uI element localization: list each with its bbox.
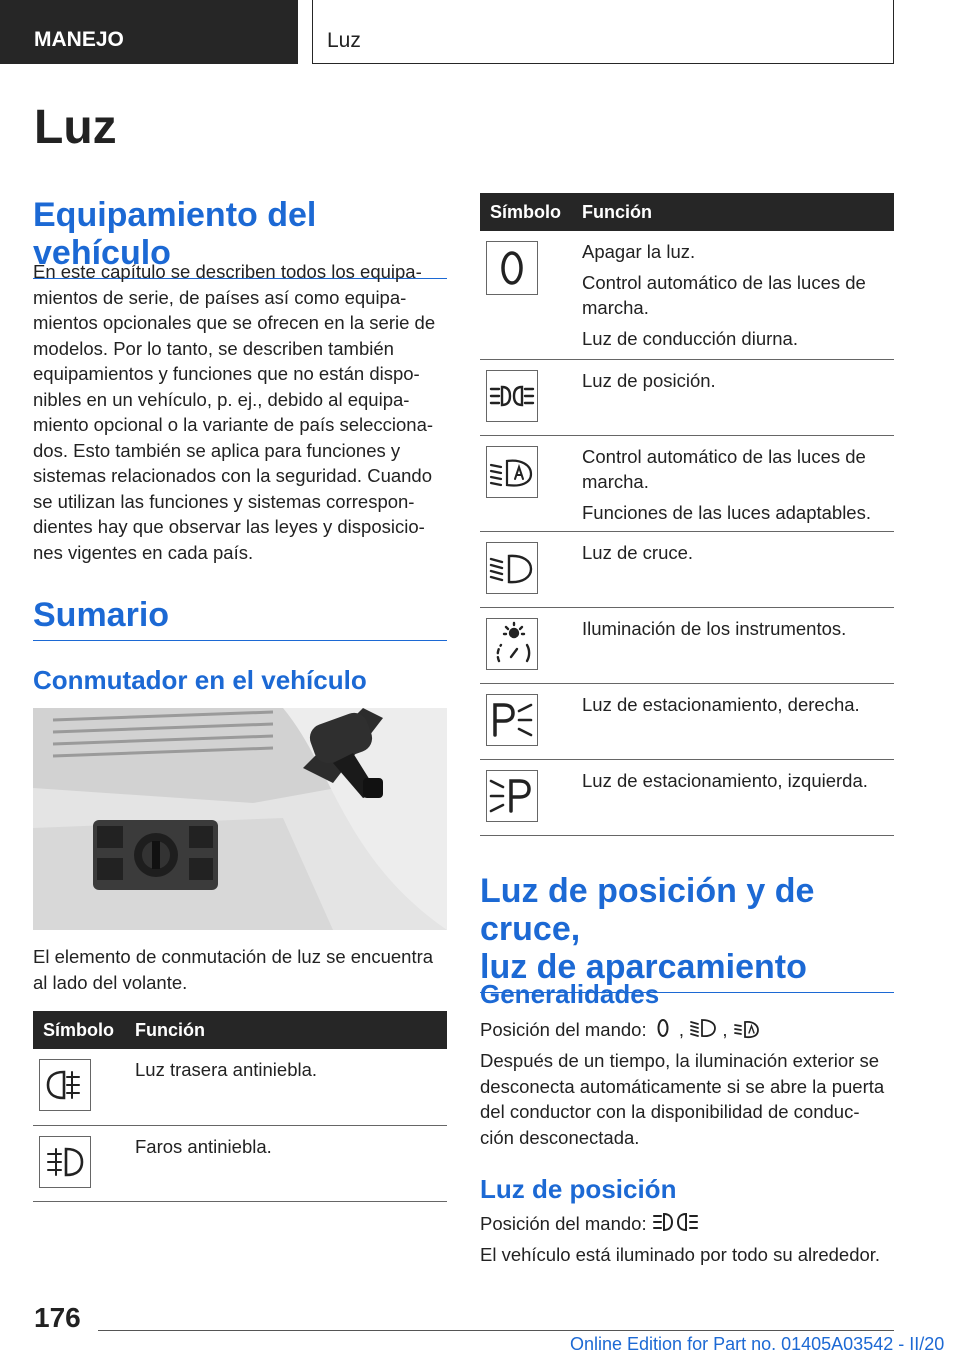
- equip-line: En este capítulo se describen todos los equipa-: [33, 261, 422, 282]
- table-row: [480, 683, 894, 759]
- section-title: MANEJO: [34, 28, 124, 51]
- col-symbol: Símbolo: [33, 1011, 135, 1049]
- equip-line: mientos opcionales que se ofrecen en la serie de: [33, 312, 436, 333]
- function-line: Control automático de las luces de marcha.: [582, 272, 866, 318]
- front-fog-light-icon: [39, 1136, 91, 1188]
- heading-conmutador: Conmutador en el vehículo: [33, 665, 367, 695]
- parking-light-right-icon: [486, 694, 538, 746]
- gen-line: desconecta automáticamente si se abre la puerta: [480, 1075, 885, 1097]
- col-function: Función: [582, 193, 894, 231]
- table-row: [33, 1125, 447, 1201]
- function-line: Iluminación de los instrumentos.: [582, 617, 847, 639]
- equip-line: miento opcional o la variante de país selecciona-: [33, 414, 434, 435]
- equip-line: mientos de serie, de países así como equipa-: [33, 286, 407, 308]
- position-label: Posición del mando:: [480, 1019, 647, 1040]
- luz-posicion-position-line: [480, 1210, 900, 1241]
- separator: ,: [722, 1019, 728, 1040]
- separator: ,: [678, 1019, 685, 1040]
- equip-line: equipamientos y funciones que no están dispo-: [33, 363, 420, 384]
- function-line: Luz trasera antiniebla.: [135, 1059, 318, 1080]
- table-row: [480, 759, 894, 835]
- heading-line: Luz de posición y de cruce,: [480, 872, 815, 949]
- function-text: [582, 360, 894, 393]
- heading-sumario: Sumario: [33, 596, 447, 641]
- function-line: Luz de cruce.: [582, 541, 694, 563]
- auto-headlight-icon: [486, 446, 538, 498]
- equipamiento-paragraph: [33, 259, 453, 565]
- function-text: [582, 532, 894, 565]
- edition-note: Online Edition for Part no. 01405A03542 - II/20: [570, 1334, 945, 1354]
- equip-line: dientes hay que observar las leyes y disposicio-: [33, 516, 425, 537]
- rear-fog-light-icon: [39, 1059, 91, 1111]
- function-text: [582, 436, 894, 525]
- col-function: Función: [135, 1011, 447, 1049]
- parking-light-icon: [652, 1210, 700, 1241]
- function-line: Funciones de las luces adaptables.: [582, 501, 871, 523]
- equip-line: sistemas relacionados con la seguridad. Cuando: [33, 465, 433, 486]
- caption-line: al lado del volante.: [33, 971, 188, 993]
- table-row: [480, 531, 894, 607]
- figure-caption: [33, 944, 453, 995]
- function-line: Luz de conducción diurna.: [582, 328, 798, 349]
- caption-line: El elemento de conmutación de luz se encuentra: [33, 946, 434, 967]
- lights-off-icon: [486, 241, 538, 295]
- light-symbols-table: [480, 193, 894, 836]
- lights-off-icon: [652, 1016, 674, 1047]
- luz-posicion-paragraph: El vehículo está iluminado por todo su alrededor.: [480, 1244, 881, 1265]
- page-number: 176: [34, 1302, 81, 1333]
- footer-divider: [98, 1330, 894, 1331]
- equip-line: se utilizan las funciones y sistemas correspon-: [33, 490, 415, 512]
- gen-line: ción desconectada.: [480, 1126, 640, 1148]
- heading-luz-de-posicion: Luz de posición: [480, 1174, 677, 1204]
- auto-headlight-icon: [733, 1016, 761, 1047]
- gen-line: del conductor con la disponibilidad de conduc-: [480, 1101, 860, 1122]
- function-text: [582, 760, 894, 793]
- function-text: [135, 1049, 447, 1082]
- gen-line: Después de un tiempo, la iluminación exterior se: [480, 1050, 879, 1071]
- table-row: [480, 435, 894, 531]
- generalidades-position-line: [480, 1016, 900, 1047]
- fog-light-table: [33, 1011, 447, 1202]
- function-text: [135, 1126, 447, 1159]
- chapter-title: Luz: [327, 29, 361, 52]
- low-beam-icon: [486, 542, 538, 594]
- heading-equipamiento: Equipamiento del vehículo: [33, 196, 447, 279]
- equip-line: nes vigentes en cada país.: [33, 541, 254, 563]
- chapter-tab: [312, 0, 894, 64]
- function-line: Faros antiniebla.: [135, 1135, 272, 1157]
- table-header-row: [33, 1011, 447, 1049]
- heading-generalidades: Generalidades: [480, 979, 660, 1009]
- parking-light-left-icon: [486, 770, 538, 822]
- section-tab: [0, 0, 298, 64]
- col-symbol: Símbolo: [480, 193, 582, 231]
- function-line: Apagar la luz.: [582, 241, 696, 262]
- equip-line: nibles en un vehículo, p. ej., debido al equipa-: [33, 388, 410, 410]
- generalidades-paragraph: [480, 1048, 900, 1150]
- heading-line: luz de aparcamiento: [480, 948, 807, 987]
- function-line: Luz de posición.: [582, 369, 716, 391]
- heading-luz-posicion-cruce: [480, 872, 894, 993]
- table-row: [480, 231, 894, 359]
- table-row: [480, 359, 894, 435]
- function-line: Luz de estacionamiento, derecha.: [582, 693, 860, 715]
- function-line: Luz de estacionamiento, izquierda.: [582, 769, 868, 791]
- function-line: Control automático de las luces de marcha.: [582, 445, 866, 492]
- parking-light-icon: [486, 370, 538, 422]
- table-header-row: [480, 193, 894, 231]
- low-beam-icon: [689, 1016, 717, 1047]
- function-text: [582, 608, 894, 641]
- light-switch-photo: [33, 708, 447, 930]
- instrument-lighting-icon: [486, 618, 538, 670]
- table-row: [33, 1049, 447, 1125]
- equip-line: dos. Esto también se aplica para funciones y: [33, 439, 401, 461]
- function-text: [582, 231, 894, 351]
- table-row: [480, 607, 894, 683]
- equip-line: modelos. Por lo tanto, se describen también: [33, 337, 394, 359]
- page-title: Luz: [34, 101, 117, 154]
- function-text: [582, 684, 894, 717]
- position-label: Posición del mando:: [480, 1213, 647, 1234]
